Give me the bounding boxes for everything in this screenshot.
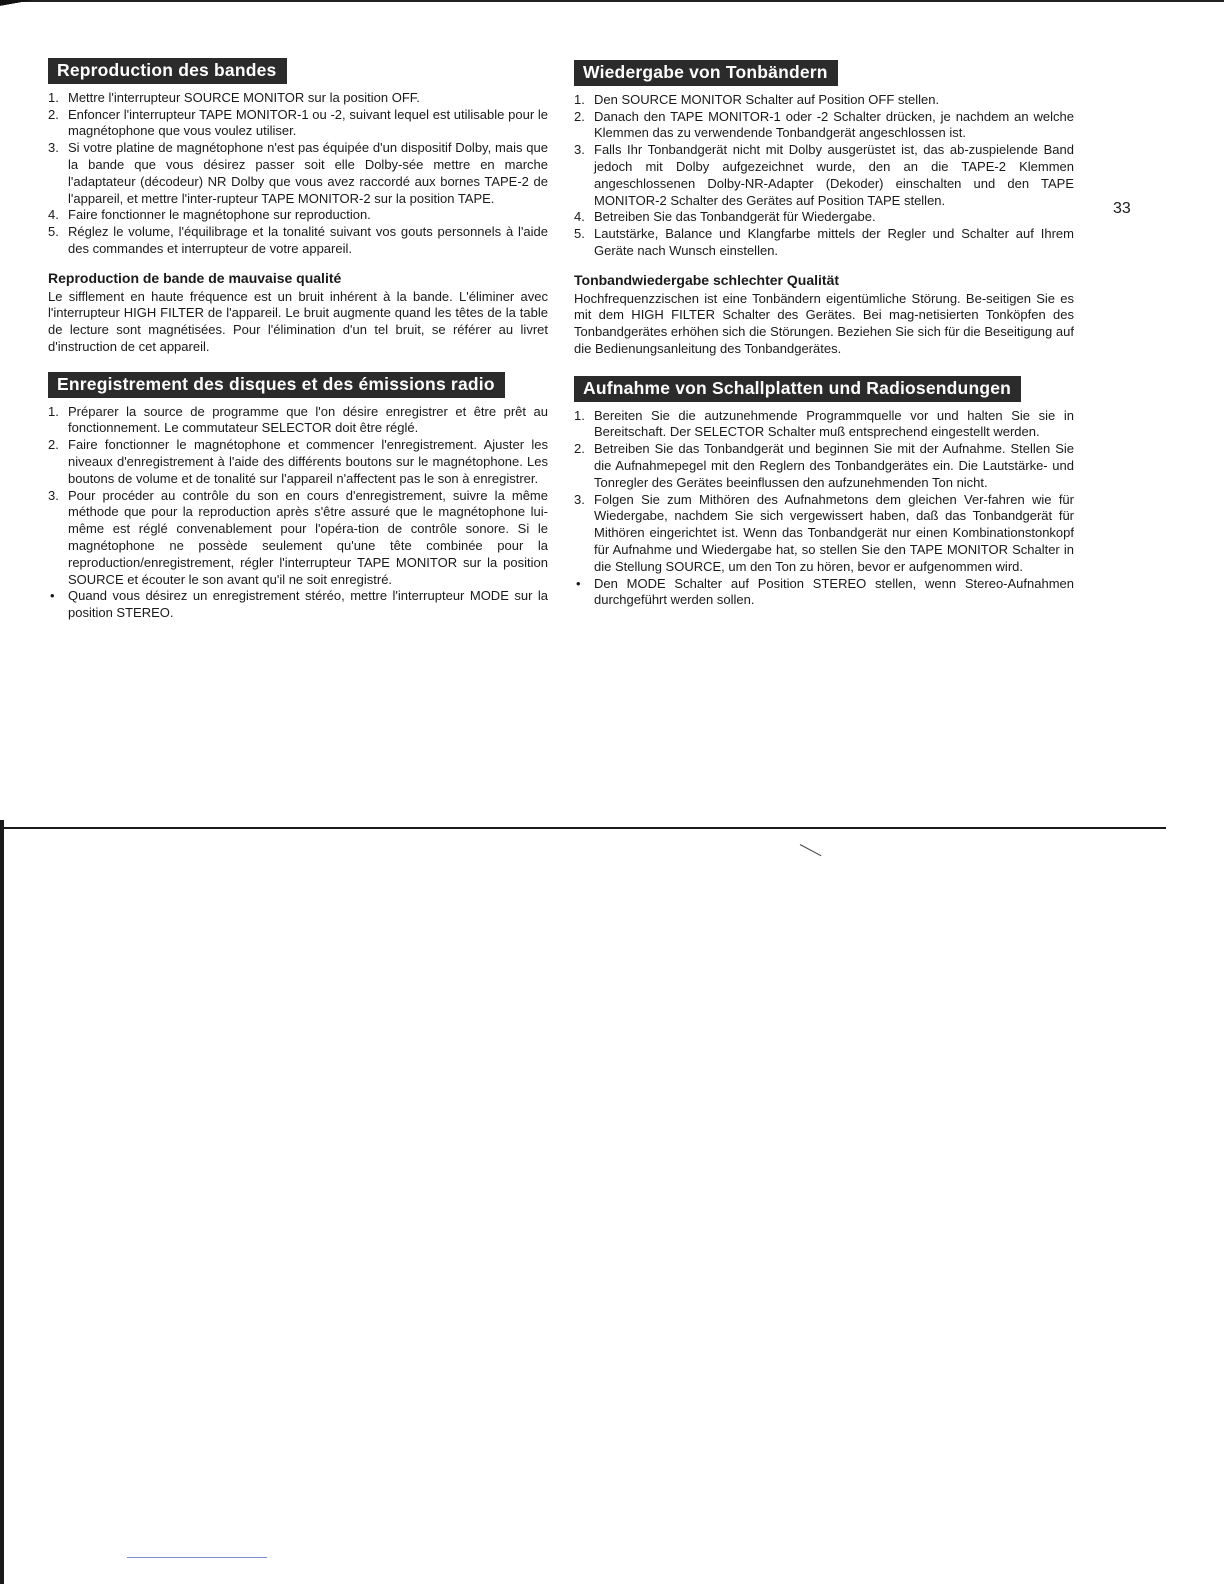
section-heading-de-recording: Aufnahme von Schallplatten und Radiosendungen xyxy=(574,376,1021,402)
top-rule xyxy=(0,0,1224,2)
list-item: 1. Préparer la source de programme que l'on désire enregistrer et être prêt au fonctionnement. Le commutateur SELECTOR doit être réglé. xyxy=(48,403,548,436)
list-item: 2. Danach den TAPE MONITOR-1 oder -2 Schalter drücken, je nachdem an welche Klemmen das zu verwendende Tonbandgerät angeschlossen ist. xyxy=(574,108,1074,141)
footer-rule xyxy=(127,1557,267,1558)
list-item: 3. Pour procéder au contrôle du son en cours d'enregistrement, suivre la même méthode que pour la reproduction après s'être assuré que le magnétophone lui-même est réglé convenablement pour l'opéra-tion de contrôle sonore. Si le magnétophone ne possède seulement qu'une tête combinée pour la reproduction/enregistrement, régler l'interrupteur TAPE MONITOR sur la position SOURCE et écouter le son avant qu'il ne soit enregistré. xyxy=(48,487,548,587)
list-item: 2. Betreiben Sie das Tonbandgerät und beginnen Sie mit der Aufnahme. Stellen Sie die Aufnahmepegel mit den Reglern des Tonbandgerätes ein. Die Lautstärke- und Tonregler des Gerätes beeinflussen den aufzunehmenden Ton nicht. xyxy=(574,441,1074,490)
list-item: 3. Si votre platine de magnétophone n'est pas équipée d'un dispositif Dolby, mais que la bande que vous désirez passer soit elle Dolby-sée mettre en marche l'adaptateur (décodeur) NR Dolby que vous avez raccordé aux bornes TAPE-2 de l'appareil, et mettre l'inter-rupteur TAPE MONITOR-2 sur la position TAPE. xyxy=(48,140,548,206)
scan-left-edge xyxy=(0,820,4,1584)
list-item: 1. Den SOURCE MONITOR Schalter auf Position OFF stellen. xyxy=(574,91,940,107)
section-heading-fr-playback: Reproduction des bandes xyxy=(48,58,287,84)
list-item: • Quand vous désirez un enregistrement stéréo, mettre l'interrupteur MODE sur la position STEREO. xyxy=(50,588,548,621)
list-item: 1. Mettre l'interrupteur SOURCE MONITOR sur la position OFF. xyxy=(48,89,420,105)
list-item: 5. Lautstärke, Balance und Klangfarbe mittels der Regler und Schalter auf Ihrem Geräte nach Wunsch einstellen. xyxy=(574,226,1074,258)
list-item: 4. Betreiben Sie das Tonbandgerät für Wiedergabe. xyxy=(574,209,876,225)
french-column xyxy=(48,58,548,622)
list-item: 3. Folgen Sie zum Mithören des Aufnahmetons dem gleichen Ver-fahren wie für Wiedergabe, nachdem Sie sich vergewissert haben, daß das Tonbandgerät für Mithören eingerichtet ist. Wenn das Tonbandgerät nur einen Kombinationstonkopf für Aufnahme und Wiedergabe hat, so stellen Sie den TAPE MONITOR Schalter in die Stellung SOURCE, um den Ton zu hören, bevor er aufgenommen wird. xyxy=(574,491,1074,574)
paragraph-fr-poor-quality: Le sifflement en haute fréquence est un bruit inhérent à la bande. L'éliminer avec l'interrupteur HIGH FILTER de l'appareil. Le bruit augmente quand les têtes de la table de lecture sont magnétisées. Pour l'élimination d'un tel bruit, se référer au livret d'instruction de cet appareil. xyxy=(48,288,548,354)
list-item: 2. Faire fonctionner le magnétophone et commencer l'enregistrement. Ajuster les niveaux d'enregistrement à l'aide des différents boutons sur le magnétophone. Les boutons de volume et de tonalité sur l'appareil n'affectent pas le son à enregistrer. xyxy=(48,437,548,486)
list-item: 1. Bereiten Sie die autzunehmende Programmquelle vor und halten Sie sie in Bereitschaft. Der SELECTOR Schalter muß entsprechend eingestellt werden. xyxy=(574,407,1074,440)
bottom-rule xyxy=(0,827,1166,829)
list-item: 5. Réglez le volume, l'équilibrage et la tonalité suivant vos gouts personnels à l'aide des commandes et interrupteur de votre appareil. xyxy=(48,224,548,256)
de-playback-steps xyxy=(574,92,1074,260)
list-item: • Den MODE Schalter auf Position STEREO stellen, wenn Stereo-Aufnahmen durchgeführt werden sollen. xyxy=(576,575,1074,608)
sub-heading-de-poor-quality: Tonbandwiedergabe schlechter Qualität xyxy=(574,271,840,288)
page-number: 33 xyxy=(1113,200,1131,217)
de-recording-steps xyxy=(574,408,1074,610)
stray-scan-mark xyxy=(800,844,822,856)
section-heading-de-playback: Wiedergabe von Tonbändern xyxy=(574,60,838,86)
fr-recording-steps xyxy=(48,404,548,622)
german-column xyxy=(574,58,1074,609)
list-item: 3. Falls Ihr Tonbandgerät nicht mit Dolby ausgerüstet ist, das ab-zuspielende Band jedoch mit Dolby aufgezeichnet wurde, den an die TAPE-2 Klemmen angeschlossenen Dolby-NR-Adapter (Dekoder) einschalten und den TAPE MONITOR-2 Schalter des Gerätes auf Position TAPE stellen. xyxy=(574,142,1074,208)
paragraph-de-poor-quality: Hochfrequenzzischen ist eine Tonbändern eigentümliche Störung. Be-seitigen Sie es mit dem HIGH FILTER Schalter des Gerätes. Bei mag-netisierten Tonköpfen des Tonbandgerätes erhöhen sich die Störungen. Beziehen Sie sich für die Beseitigung auf die Bedienungsanleitung des Tonbandgerätes. xyxy=(574,290,1074,356)
fr-playback-steps xyxy=(48,90,548,258)
section-heading-fr-recording: Enregistrement des disques et des émissions radio xyxy=(48,372,505,398)
sub-heading-fr-poor-quality: Reproduction de bande de mauvaise qualité xyxy=(48,269,342,286)
list-item: 2. Enfoncer l'interrupteur TAPE MONITOR-1 ou -2, suivant lequel est utilisable pour le magnétophone que vous voulez utiliser. xyxy=(48,106,548,139)
list-item: 4. Faire fonctionner le magnétophone sur reproduction. xyxy=(48,207,371,223)
corner-scan-mark xyxy=(0,0,60,6)
